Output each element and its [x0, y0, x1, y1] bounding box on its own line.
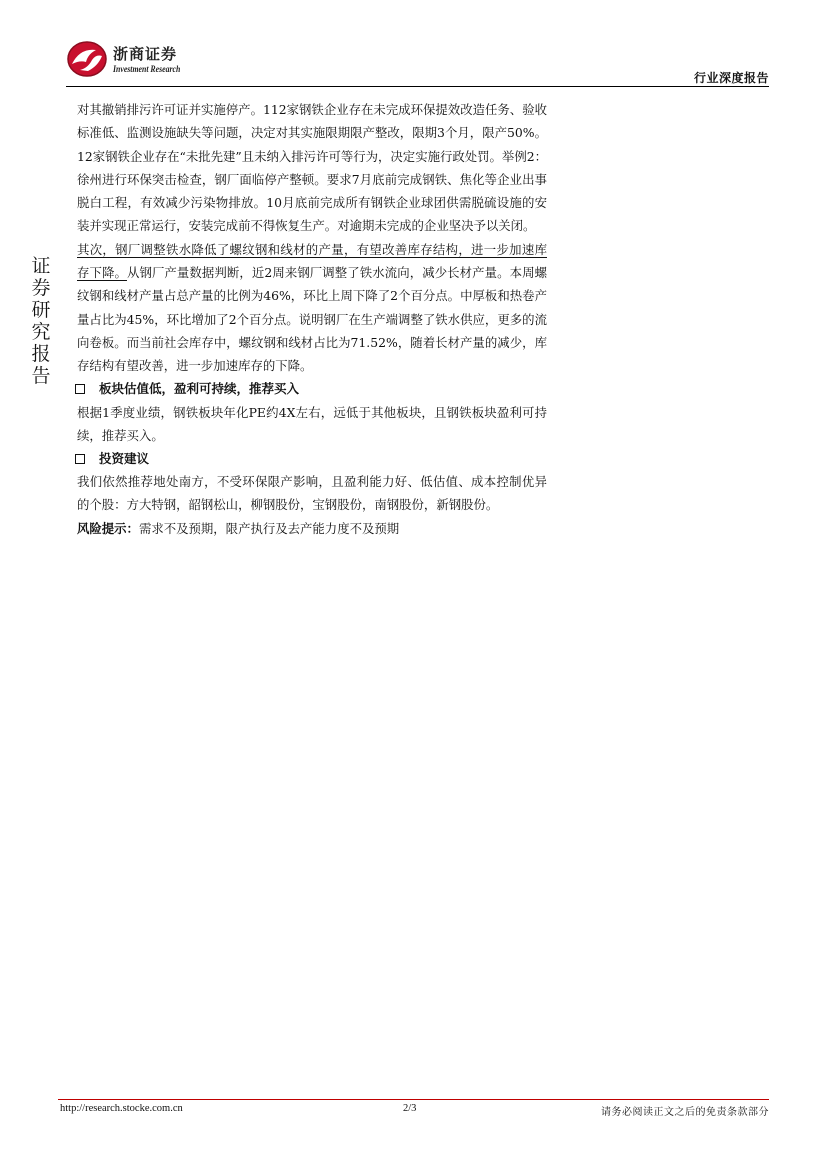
report-type-label: 行业深度报告: [693, 71, 769, 85]
section-heading-text: 投资建议: [99, 451, 150, 467]
body-paragraph: 对其撤销排污许可证并实施停产。112家钢铁企业存在未完成环保提效改造任务、验收标准低、监测设施缺失等问题，决定对其实施限期限产整改，限期3个月，限产50%。12家钢铁企业存在“未批先建”且未纳入排污许可等行为，决定实施行政处罚。举例2：徐州进行环保突击检查，钢厂面临停产整顿。要求7月底前完成钢铁、焦化等企业出事脱白工程，有效减少污染物排放。10月底前完成所有钢铁企业球团供需脱硫设施的安装并实现正常运行，安装完成前不得恢复生产。对逾期未完成的企业坚决予以关闭。: [77, 102, 547, 234]
body-paragraph: 根据1季度业绩，钢铁板块年化PE约4X左右，远低于其他板块，且钢铁板块盈利可持续，推荐买入。: [77, 404, 547, 443]
body-paragraph: 我们依然推荐地处南方，不受环保限产影响，且盈利能力好、低估值、成本控制优异的个股：方大特钢，韶钢松山，柳钢股份，宝钢股份，南钢股份，新钢股份。: [77, 474, 547, 513]
checkbox-bullet-icon: [75, 454, 85, 464]
side-label-char: 研: [31, 299, 51, 321]
checkbox-bullet-icon: [75, 384, 85, 394]
risk-label: 风险提示：: [77, 520, 139, 536]
body-paragraph: [77, 238, 547, 378]
risk-warning: [77, 517, 547, 540]
company-name-cn: 浙商证券: [113, 45, 178, 63]
side-label-char: 究: [31, 321, 51, 343]
side-label: [28, 255, 54, 387]
highlight-sentence: 其次，钢厂调整铁水降低了螺纹钢和线材的产量，有望改善库存结构，进一步加速库存下降。: [77, 241, 547, 281]
side-label-char: 报: [31, 343, 51, 365]
side-label-char: 证: [31, 255, 51, 277]
footer-divider: [58, 1099, 769, 1100]
report-body: [77, 98, 547, 540]
zheshang-logo-icon: [66, 40, 108, 78]
footer-url-link[interactable]: http://research.stocke.com.cn: [60, 1103, 183, 1114]
company-name-en: Investment Research: [113, 65, 181, 75]
section-heading: [75, 378, 547, 401]
company-logo: [66, 40, 186, 80]
header-divider: [66, 86, 769, 87]
side-label-char: 告: [31, 365, 51, 387]
risk-text: 需求不及预期，限产执行及去产能力度不及预期: [138, 520, 400, 536]
side-label-char: 券: [31, 277, 51, 299]
paragraph-text: 从钢厂产量数据判断，近2周来钢厂调整了铁水流向，减少长材产量。本周螺纹钢和线材产量占总产量的比例为46%，环比上周下降了2个百分点。中厚板和热卷产量占比为45%，环比增加了2个百分点。说明钢厂在生产端调整了铁水供应，更多的流向卷板。而当前社会库存中，螺纹钢和线材占比为71.52%，随着长材产量的减少，库存结构有望改善，进一步加速库存的下降。: [77, 265, 548, 374]
page-number: 2/3: [403, 1103, 417, 1114]
footer-disclaimer: 请务必阅读正文之后的免责条款部分: [601, 1107, 769, 1118]
section-heading: [75, 447, 547, 470]
section-heading-text: 板块估值低，盈利可持续，推荐买入: [99, 381, 300, 397]
